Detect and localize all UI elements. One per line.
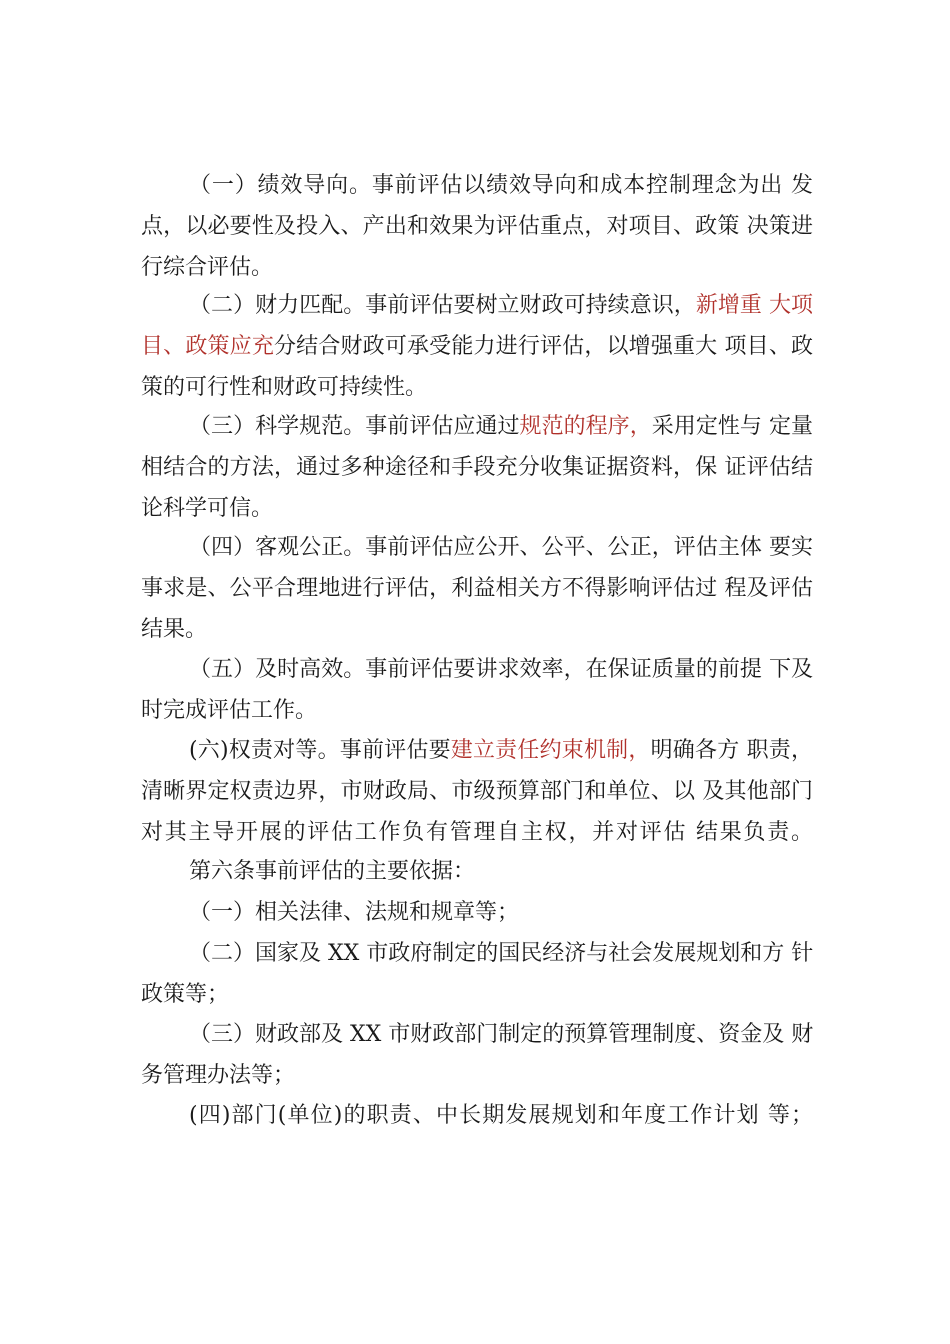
- text-line: [189, 731, 813, 771]
- text-line: [189, 893, 813, 933]
- text-line: [189, 1015, 813, 1055]
- text-line: [141, 368, 813, 408]
- text-line: [141, 207, 813, 247]
- text-span: 行综合评估。: [141, 255, 274, 280]
- text-span: 政策等；: [141, 982, 230, 1007]
- text-span: (四)部门(单位)的职责、中长期发展规划和年度工作计划 等；: [189, 1103, 813, 1128]
- text-line: [141, 569, 813, 609]
- text-span: 事求是、公平合理地进行评估，利益相关方不得影响评估过 程及评估: [141, 576, 813, 601]
- text-line: [189, 650, 813, 690]
- text-span: （五）及时高效。事前评估要讲求效率，在保证质量的前提 下及: [189, 657, 813, 682]
- text-line: [189, 166, 813, 206]
- text-span: （三）科学规范。事前评估应通过: [189, 414, 520, 439]
- text-span: （二）国家及 XX 市政府制定的国民经济与社会发展规划和方 针: [189, 941, 813, 966]
- text-span: （四）客观公正。事前评估应公开、公平、公正，评估主体 要实: [189, 535, 813, 560]
- text-line: [189, 1096, 813, 1136]
- text-span: (六)权责对等。事前评估要: [189, 738, 451, 763]
- text-line: [189, 407, 813, 447]
- text-span: 明确各方 职责，: [650, 738, 813, 763]
- text-line: [141, 327, 813, 367]
- text-span: 策的可行性和财政可持续性。: [141, 375, 428, 400]
- text-line: [141, 248, 813, 288]
- text-line: [189, 528, 813, 568]
- text-line: [141, 448, 813, 488]
- text-line: [189, 852, 813, 892]
- text-line: [141, 975, 813, 1015]
- text-span: 采用定性与 定量: [651, 414, 813, 439]
- text-span: 点，以必要性及投入、产出和效果为评估重点，对项目、政策 决策进: [141, 214, 813, 239]
- text-span: （二）财力匹配。事前评估要树立财政可持续意识，: [189, 293, 696, 318]
- text-span: 分结合财政可承受能力进行评估，以增强重大 项目、政: [274, 334, 813, 359]
- text-line: [141, 610, 813, 650]
- text-line: [189, 934, 813, 974]
- text-span: 第六条事前评估的主要依据：: [189, 859, 476, 884]
- text-span: 相结合的方法，通过多种途径和手段充分收集证据资料，保 证评估结: [141, 455, 813, 480]
- highlighted-text: 规范的程序，: [519, 414, 652, 439]
- text-span: 对其主导开展的评估工作负有管理自主权，并对评估 结果负责。: [141, 820, 813, 845]
- highlighted-text: 建立责任约束机制，: [450, 738, 651, 763]
- text-line: [141, 691, 813, 731]
- text-line: [141, 772, 813, 812]
- text-line: [141, 813, 813, 853]
- text-span: 务管理办法等；: [141, 1063, 296, 1088]
- text-line: [141, 489, 813, 529]
- text-span: （一）绩效导向。事前评估以绩效导向和成本控制理念为出 发: [189, 173, 813, 198]
- text-span: （三）财政部及 XX 市财政部门制定的预算管理制度、资金及 财: [189, 1022, 813, 1047]
- text-span: 结果。: [141, 617, 208, 642]
- text-span: 时完成评估工作。: [141, 698, 318, 723]
- text-span: 清晰界定权责边界，市财政局、市级预算部门和单位、以 及其他部门: [141, 779, 813, 804]
- highlighted-text: 新增重 大项: [695, 293, 813, 318]
- highlighted-text: 目、政策应充: [141, 334, 274, 359]
- text-line: [189, 286, 813, 326]
- text-span: （一）相关法律、法规和规章等；: [189, 900, 520, 925]
- text-span: 论科学可信。: [141, 496, 274, 521]
- text-line: [141, 1056, 813, 1096]
